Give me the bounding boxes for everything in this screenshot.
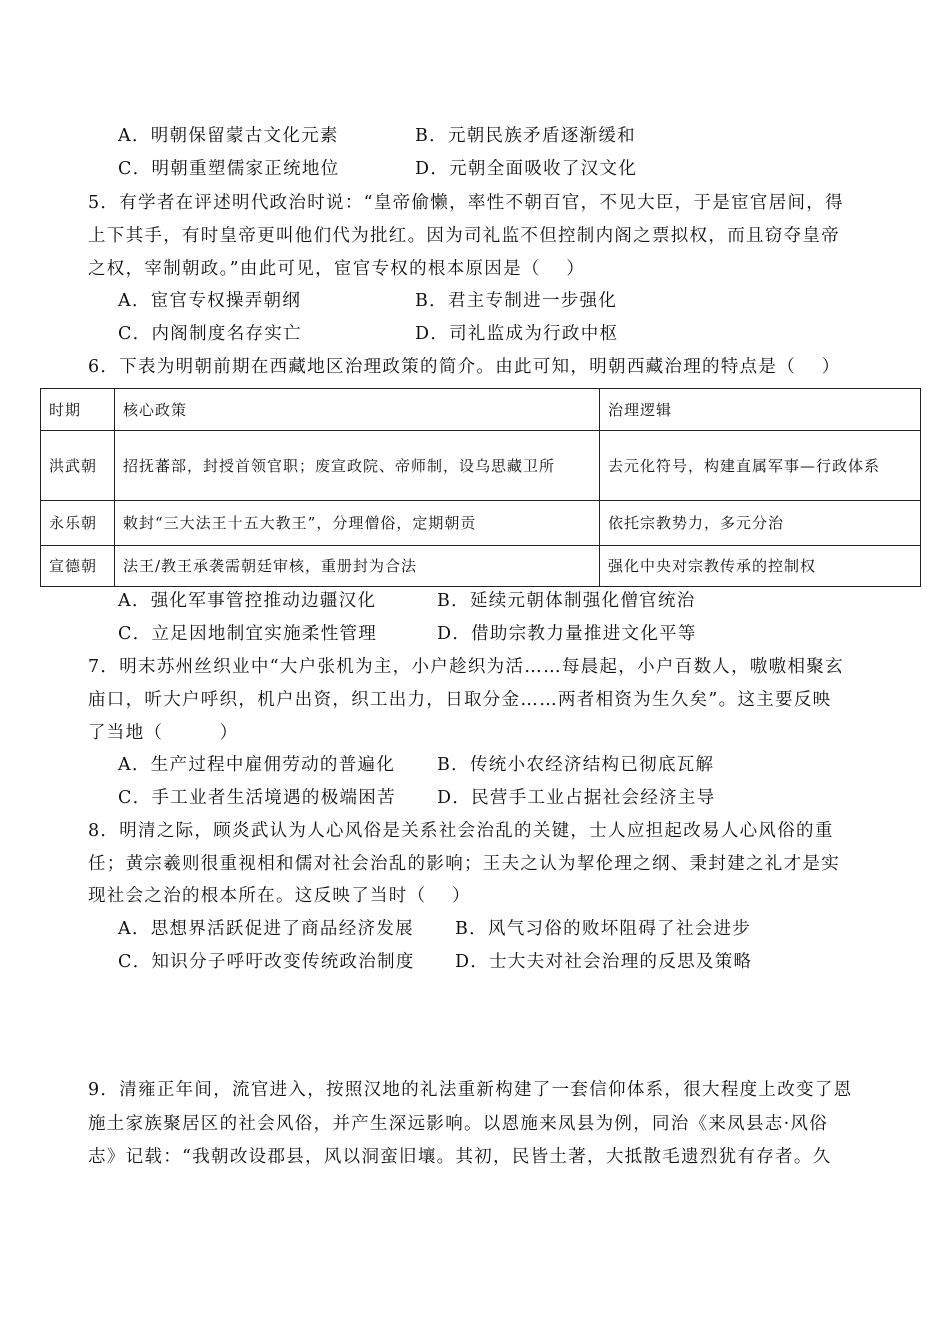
option-d: D．士大夫对社会治理的反思及策略 [455,952,753,972]
option-d: D．民营手工业占据社会经济主导 [437,788,716,808]
question-text-line: 庙口，听大户呼织，机户出资，织工出力，日取分金……两者相资为生久矣”。这主要反映 [88,690,832,710]
option-a: A．明朝保留蒙古文化元素 [118,126,339,146]
table-header: 治理逻辑 [600,389,921,431]
question-text-line: 施土家族聚居区的社会风俗，并产生深远影响。以恩施来凤县为例，同治《来凤县志·风俗 [88,1114,829,1134]
option-b: B．风气习俗的败坏阻碍了社会进步 [455,919,752,939]
option-c: C．手工业者生活境遇的极端困苦 [118,788,396,808]
option-a: A．思想界活跃促进了商品经济发展 [118,919,414,939]
option-d: D．司礼监成为行政中枢 [415,324,619,344]
table-row [41,501,921,546]
option-d: D．借助宗教力量推进文化平等 [437,624,697,644]
option-c: C．知识分子呼吁改变传统政治制度 [118,952,415,972]
question-text-line: 任；黄宗羲则很重视相和儒对社会治乱的影响；王夫之认为挈伦理之纲、秉封建之礼才是实 [88,854,840,874]
option-a: A．宦官专权操弄朝纲 [118,291,302,311]
table-cell: 强化中央对宗教传承的控制权 [600,546,921,587]
question-text-line: 上下其手，有时皇帝更叫他们代为批红。因为司礼监不但控制内阁之票拟权，而且窃夺皇帝 [88,226,840,246]
table-header: 时期 [41,389,115,431]
question-text-line: 6．下表为明朝前期在西藏地区治理政策的简介。由此可知，明朝西藏治理的特点是（ ） [88,357,841,377]
option-c: C．内阁制度名存实亡 [118,324,302,344]
question-text-line: 现社会之治的根本所在。这反映了当时（ ） [88,886,471,906]
option-b: B．元朝民族矛盾逐渐缓和 [415,126,636,146]
table-cell: 依托宗教势力，多元分治 [600,501,921,546]
question-text-line: 9．清雍正年间，流官进入，按照汉地的礼法重新构建了一套信仰体系，很大程度上改变了恩 [88,1080,853,1100]
table-header: 核心政策 [115,389,600,431]
table-header-row [41,389,921,431]
question-text-line: 之权，宰制朝政。”由此可见，宦官专权的根本原因是（ ） [88,259,586,279]
option-c: C．立足因地制宜实施柔性管理 [118,624,378,644]
question-text-line: 了当地（ ） [88,723,239,743]
table-row [41,546,921,587]
option-b: B．君主专制进一步强化 [415,291,618,311]
option-d: D．元朝全面吸收了汉文化 [415,159,638,179]
option-a: A．生产过程中雇佣劳动的普遍化 [118,755,396,775]
table-cell: 宣德朝 [41,546,115,587]
option-b: B．传统小农经济结构已彻底瓦解 [437,755,715,775]
table-cell: 敕封“三大法王十五大教王”，分理僧俗，定期朝贡 [115,501,600,546]
tibet-policy-table [40,388,921,587]
table-cell: 去元化符号，构建直属军事—行政体系 [600,431,921,501]
question-text-line: 志》记载：“我朝改设郡县，风以洞蛮旧壤。其初，民皆土著，大抵散毛遗烈犹有存者。久 [88,1147,832,1167]
question-text-line: 5．有学者在评述明代政治时说：“皇帝偷懒，率性不朝百官，不见大臣，于是宦官居间，得 [88,193,844,213]
table-cell: 洪武朝 [41,431,115,501]
option-a: A．强化军事管控推动边疆汉化 [118,591,377,611]
option-c: C．明朝重塑儒家正统地位 [118,159,340,179]
option-b: B．延续元朝体制强化僧官统治 [437,591,696,611]
question-text-line: 7．明末苏州丝织业中“大户张机为主，小户趁织为活……每晨起，小户百数人，嗷嗷相聚玄 [88,657,844,677]
table-cell: 永乐朝 [41,501,115,546]
table-cell: 招抚蕃部，封授首领官职；废宣政院、帝师制，设乌思藏卫所 [115,431,600,501]
table-row [41,431,921,501]
table-cell: 法王/教王承袭需朝廷审核，重册封为合法 [115,546,600,587]
question-text-line: 8．明清之际，顾炎武认为人心风俗是关系社会治乱的关键，士人应担起改易人心风俗的重 [88,821,834,841]
